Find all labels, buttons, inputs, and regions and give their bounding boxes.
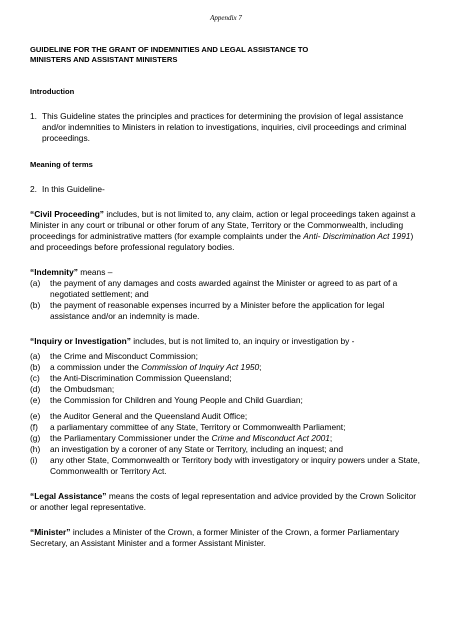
- title-line-1: GUIDELINE FOR THE GRANT OF INDEMNITIES AND LEGAL ASSISTANCE TO: [30, 45, 309, 54]
- list-item-label: (d): [30, 384, 41, 394]
- term-minister: “Minister”: [30, 527, 71, 537]
- civil-act-name: Anti- Discrimination Act 1991: [303, 231, 411, 241]
- list-item-text: the Commission for Children and Young People and Child Guardian;: [50, 395, 303, 405]
- list-item-text: the Auditor General and the Queensland Audit Office;: [50, 411, 248, 421]
- list-item-label: (e): [30, 395, 41, 405]
- list-item: [30, 433, 422, 444]
- meaning-heading: Meaning of terms: [30, 160, 93, 169]
- list-item-label: (b): [30, 300, 41, 310]
- minister-text: includes a Minister of the Crown, a former Minister of the Crown, a former Parliamentary Secretary, an Assistant Minister and a former Assistant Minister.: [30, 527, 400, 548]
- list-item-label: (a): [30, 351, 41, 361]
- list-item-text: any other State, Commonwealth or Territory body with investigatory or inquiry powers under a State, Commonwealth or Territory Act.: [50, 455, 420, 476]
- list-item-text: the Ombudsman;: [50, 384, 115, 394]
- definition-civil-proceeding: [30, 209, 422, 253]
- list-item-text: the Anti-Discrimination Commission Queensland;: [50, 373, 232, 383]
- list-item-label: (b): [30, 362, 41, 372]
- document-body: [30, 45, 422, 549]
- list-item: [30, 455, 422, 477]
- term-legal-assistance: “Legal Assistance”: [30, 491, 107, 501]
- list-item-label: (e): [30, 411, 41, 421]
- clause-1-text: This Guideline states the principles and practices for determining the provision of legal assistance and/or indemnities to Ministers in relation to investigations, inquiries, civil proceedings and criminal proceedings.: [42, 111, 407, 143]
- inquiry-list: [30, 351, 422, 477]
- list-item-text: a commission under the Commission of Inquiry Act 1950;: [50, 362, 262, 372]
- list-item-text: an investigation by a coroner of any State or Territory, including an inquest; and: [50, 444, 343, 454]
- definition-minister: [30, 527, 422, 549]
- list-item-label: (i): [30, 455, 38, 465]
- list-item: [30, 411, 422, 422]
- list-item-text: the Parliamentary Commissioner under the Crime and Misconduct Act 2001;: [50, 433, 333, 443]
- list-item: [30, 351, 422, 362]
- definition-inquiry: [30, 336, 422, 347]
- clause-2: [30, 184, 422, 195]
- civil-text-b: ) and proceedings before professional regulatory bodies.: [30, 231, 414, 252]
- list-item: [30, 362, 422, 373]
- list-item: [30, 444, 422, 455]
- definition-indemnity: [30, 267, 422, 278]
- civil-text-a: includes, but is not limited to, any claim, action or legal proceedings taken against a Minister in any court or tribunal or other forum of any State, Territory or the Commonwealth, including proceedings for administrative matters (for example complaints under the: [30, 209, 416, 241]
- definition-legal-assistance: [30, 491, 422, 513]
- list-item: [30, 373, 422, 384]
- indemnity-text: means –: [77, 267, 113, 277]
- list-item: [30, 278, 422, 300]
- legal-text: means the costs of legal representation and advice provided by the Crown Solicitor or another legal representative.: [30, 491, 417, 512]
- appendix-header: Appendix 7: [210, 14, 242, 22]
- act-name: Crime and Misconduct Act 2001: [211, 433, 330, 443]
- list-item: [30, 384, 422, 395]
- clause-1: [30, 111, 422, 144]
- term-civil-proceeding: “Civil Proceeding”: [30, 209, 104, 219]
- document-title: [30, 45, 422, 65]
- list-item: [30, 395, 422, 406]
- list-item-label: (c): [30, 373, 40, 383]
- list-item: [30, 422, 422, 433]
- introduction-heading: Introduction: [30, 87, 75, 96]
- list-item-text: the payment of any damages and costs awarded against the Minister or agreed to as part of a negotiated settlement; and: [50, 278, 398, 299]
- inquiry-text: includes, but is not limited to, an inquiry or investigation by -: [130, 336, 355, 346]
- list-item: [30, 300, 422, 322]
- term-indemnity: “Indemnity”: [30, 267, 78, 277]
- indemnity-list: [30, 278, 422, 322]
- list-item-label: (a): [30, 278, 41, 288]
- list-item-text: the Crime and Misconduct Commission;: [50, 351, 199, 361]
- clause-1-number: 1.: [30, 111, 37, 121]
- list-item-text: the payment of reasonable expenses incurred by a Minister before the application for legal assistance and/or an indemnity is made.: [50, 300, 385, 321]
- act-name: Commission of Inquiry Act 1950: [141, 362, 260, 372]
- list-item-label: (g): [30, 433, 41, 443]
- list-item-text: a parliamentary committee of any State, Territory or Commonwealth Parliament;: [50, 422, 346, 432]
- term-inquiry: “Inquiry or Investigation”: [30, 336, 131, 346]
- list-item-label: (f): [30, 422, 38, 432]
- list-item-label: (h): [30, 444, 41, 454]
- title-line-2: MINISTERS AND ASSISTANT MINISTERS: [30, 55, 178, 64]
- clause-2-text: In this Guideline-: [42, 184, 105, 194]
- clause-2-number: 2.: [30, 184, 37, 194]
